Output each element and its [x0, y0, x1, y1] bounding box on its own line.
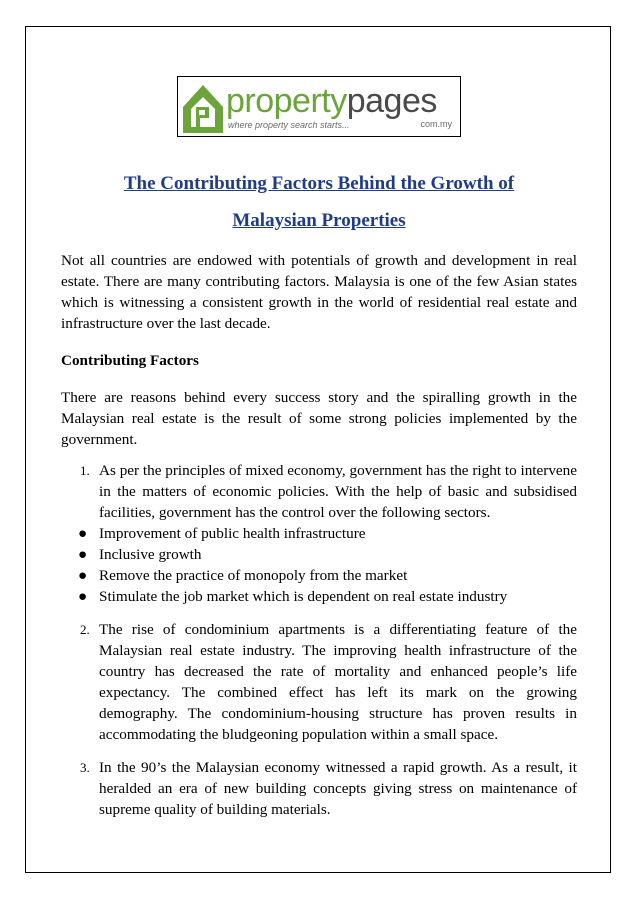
factor-number: 3. — [80, 760, 90, 775]
factor-item — [61, 619, 577, 745]
factors-list — [61, 460, 577, 523]
factor-text: The rise of condominium apartments is a differentiating feature of the Malaysian real estate industry. The improving health infrastructure of the country has decreased the rate of mortality and enhanced people’s life expectancy. The combined effect has left its mark on the growing demography. The condominium-housing structure has proven results in accommodating the bludgeoning population within a small space. — [99, 621, 577, 743]
section-heading: Contributing Factors — [61, 352, 199, 369]
bullet-item — [61, 523, 577, 544]
factor-item — [61, 460, 577, 523]
list-spacer — [61, 745, 577, 757]
bullet-icon: ● — [78, 525, 88, 542]
bullet-text: Improvement of public health infrastructure — [99, 525, 366, 542]
document-body — [61, 250, 577, 820]
logo-tagline: where property search starts... — [228, 120, 350, 130]
bullet-item — [61, 544, 577, 565]
logo-domain: com.my — [420, 119, 452, 129]
bullet-text: Inclusive growth — [99, 546, 202, 563]
document-title-line-1: The Contributing Factors Behind the Growth of — [123, 173, 515, 194]
bullet-item — [61, 565, 577, 586]
bullet-icon: ● — [78, 546, 88, 563]
factor-text: As per the principles of mixed economy, government has the right to intervene in the matters of economic policies. With the help of basic and subsidised facilities, government has the control over the following sectors. — [99, 462, 577, 521]
bullet-text: Stimulate the job market which is dependent on real estate industry — [99, 588, 508, 605]
propertypages-logo — [177, 76, 461, 137]
logo-word-property: property — [226, 82, 347, 120]
logo-wordmark — [226, 81, 437, 121]
bullet-icon: ● — [78, 567, 88, 584]
factor-number: 2. — [80, 622, 90, 637]
document-title-line-2: Malaysian Properties — [232, 210, 406, 231]
factor-item — [61, 757, 577, 820]
sector-bullet-list — [61, 523, 577, 607]
factors-list-continued — [61, 619, 577, 820]
factor-number: 1. — [80, 463, 90, 478]
lead-paragraph: There are reasons behind every success story and the spiralling growth in the Malaysian real estate is the result of some strong policies implemented by the government. — [61, 389, 577, 448]
factor-text: In the 90’s the Malaysian economy witnessed a rapid growth. As a result, it heralded an era of new building concepts giving stress on maintenance of supreme quality of building materials. — [99, 759, 577, 818]
intro-paragraph: Not all countries are endowed with potentials of growth and development in real estate. There are many contributing factors. Malaysia is one of the few Asian states which is witnessing a consistent growth in the world of residential real estate and infrastructure over the last decade. — [61, 252, 577, 332]
logo-word-pages: pages — [346, 82, 437, 120]
bullet-icon: ● — [78, 588, 88, 605]
bullet-text: Remove the practice of monopoly from the market — [99, 567, 408, 584]
bullet-item — [61, 586, 577, 607]
